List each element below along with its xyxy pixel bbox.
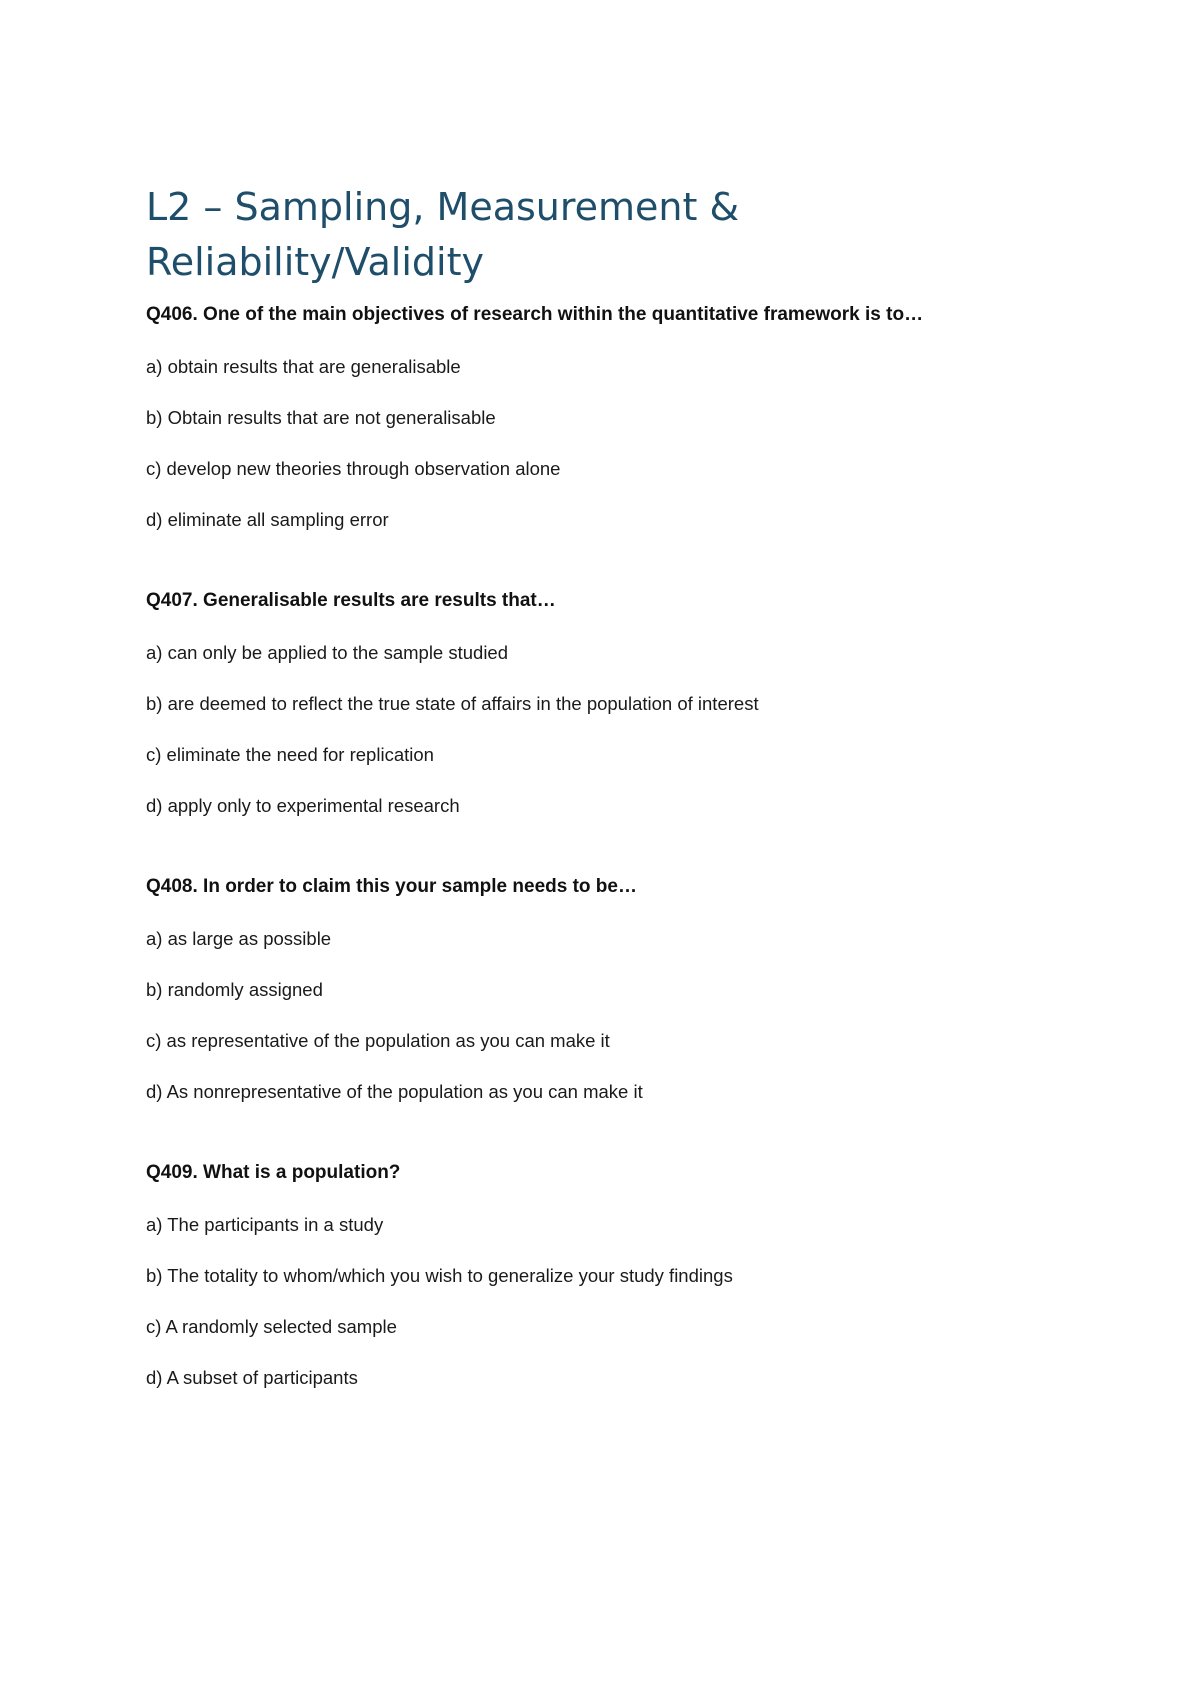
answer-options bbox=[146, 1212, 1146, 1390]
question-q408 bbox=[146, 874, 1146, 1104]
answer-option-d: d) eliminate all sampling error bbox=[146, 509, 389, 530]
answer-option-b: b) The totality to whom/which you wish to generalize your study findings bbox=[146, 1265, 733, 1286]
answer-option-b: b) Obtain results that are not generalisable bbox=[146, 407, 496, 428]
answer-option-a: a) as large as possible bbox=[146, 928, 332, 949]
answer-option-b: b) are deemed to reflect the true state of affairs in the population of interest bbox=[146, 693, 759, 714]
document-title bbox=[146, 180, 1146, 290]
document-page bbox=[146, 180, 1146, 1446]
answer-option-c: c) as representative of the population as you can make it bbox=[146, 1030, 610, 1051]
answer-options bbox=[146, 354, 1146, 532]
answer-option-c: c) A randomly selected sample bbox=[146, 1316, 397, 1337]
answer-option-a: a) The participants in a study bbox=[146, 1214, 384, 1235]
document-title-line-2: Reliability/Validity bbox=[146, 240, 484, 284]
answer-options bbox=[146, 640, 1146, 818]
question-text: Q408. In order to claim this your sample needs to be… bbox=[146, 876, 637, 897]
answer-options bbox=[146, 926, 1146, 1104]
question-text: Q407. Generalisable results are results that… bbox=[146, 590, 556, 611]
question-q406 bbox=[146, 302, 1146, 532]
document-title-line-1: L2 – Sampling, Measurement & bbox=[146, 185, 740, 229]
answer-option-a: a) obtain results that are generalisable bbox=[146, 356, 461, 377]
question-text: Q409. What is a population? bbox=[146, 1162, 401, 1183]
question-text: Q406. One of the main objectives of research within the quantitative framework is to… bbox=[146, 304, 924, 325]
question-q407 bbox=[146, 588, 1146, 818]
answer-option-d: d) As nonrepresentative of the population as you can make it bbox=[146, 1081, 643, 1102]
answer-option-c: c) develop new theories through observation alone bbox=[146, 458, 561, 479]
answer-option-c: c) eliminate the need for replication bbox=[146, 744, 434, 765]
answer-option-d: d) A subset of participants bbox=[146, 1367, 358, 1388]
question-q409 bbox=[146, 1160, 1146, 1390]
answer-option-b: b) randomly assigned bbox=[146, 979, 323, 1000]
answer-option-a: a) can only be applied to the sample studied bbox=[146, 642, 509, 663]
answer-option-d: d) apply only to experimental research bbox=[146, 795, 460, 816]
